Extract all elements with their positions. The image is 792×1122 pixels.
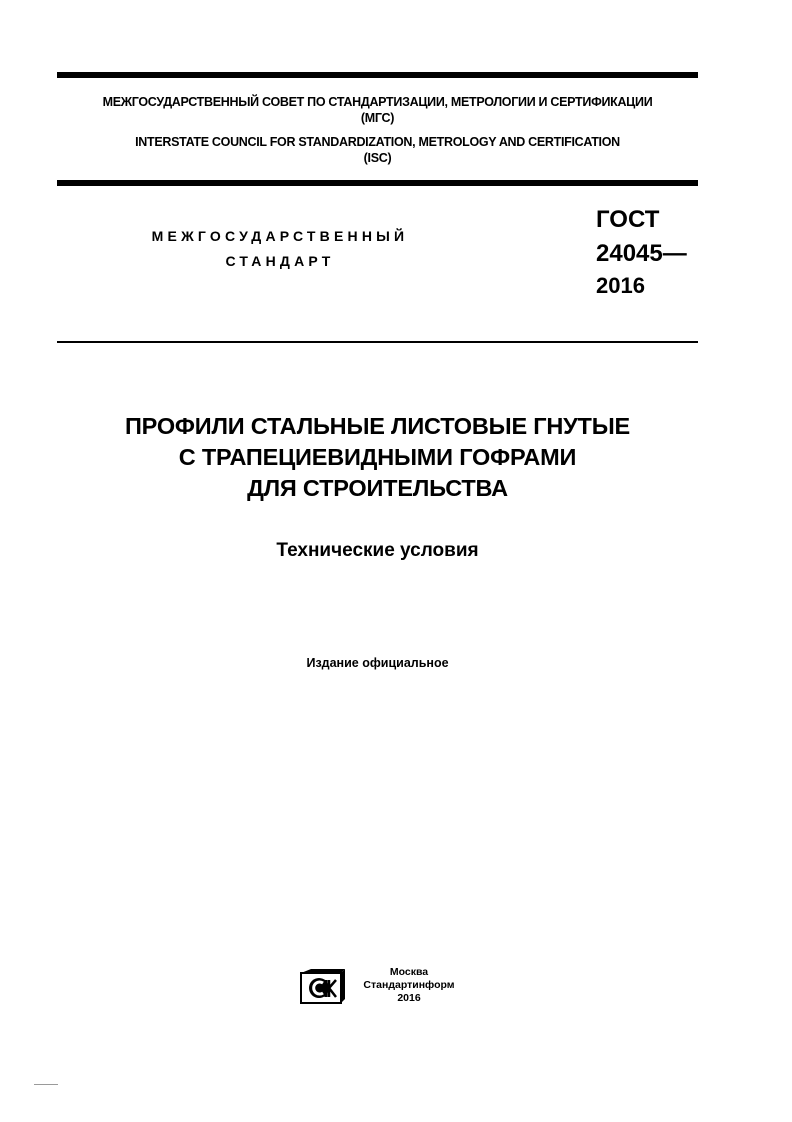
edition-note: Издание официальное xyxy=(306,656,449,670)
gost-prefix: ГОСТ xyxy=(596,206,660,233)
standard-type-line2: СТАНДАРТ xyxy=(225,253,335,269)
top-rule xyxy=(57,72,698,78)
council-name-en: INTERSTATE COUNCIL FOR STANDARDIZATION, METROLOGY AND CERTIFICATION xyxy=(135,135,620,149)
document-title-line1: ПРОФИЛИ СТАЛЬНЫЕ ЛИСТОВЫЕ ГНУТЫЕ xyxy=(124,413,630,439)
council-name-ru: МЕЖГОСУДАРСТВЕННЫЙ СОВЕТ ПО СТАНДАРТИЗАЦИИ, МЕТРОЛОГИИ И СЕРТИФИКАЦИИ xyxy=(102,95,653,109)
publisher-city: Москва xyxy=(389,966,429,978)
header-rule xyxy=(57,180,698,186)
council-abbr-en: (ISC) xyxy=(363,151,392,165)
standard-type-line1: МЕЖГОСУДАРСТВЕННЫЙ xyxy=(151,228,409,244)
document-title-line2: С ТРАПЕЦИЕВИДНЫМИ ГОФРАМИ xyxy=(178,444,577,470)
gost-year: 2016 xyxy=(596,273,645,298)
gost-number: 24045— xyxy=(596,240,687,267)
standartinform-logo-icon xyxy=(299,967,345,1005)
document-title-line3: ДЛЯ СТРОИТЕЛЬСТВА xyxy=(247,475,508,501)
designation-rule xyxy=(57,341,698,343)
publisher-year: 2016 xyxy=(397,992,421,1004)
document-subtitle: Технические условия xyxy=(276,540,479,561)
corner-scan-mark xyxy=(34,1084,58,1085)
council-abbr-ru: (МГС) xyxy=(360,111,395,125)
publisher-name: Стандартинформ xyxy=(363,979,455,991)
